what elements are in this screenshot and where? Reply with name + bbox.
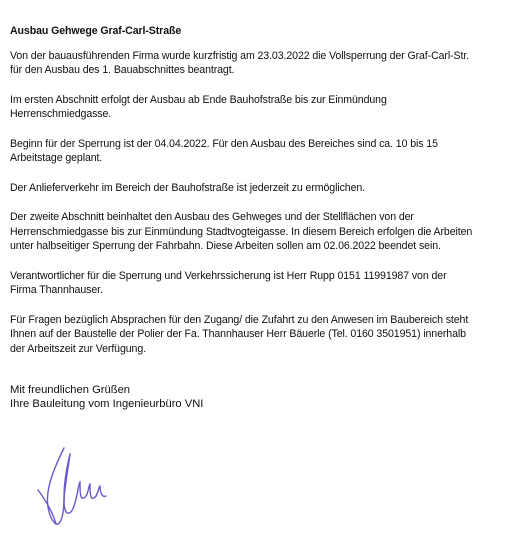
- paragraph-responsible-contact: Verantwortlicher für die Sperrung und Verkehrssicherung ist Herr Rupp 0151 11991987 von der Firma Thannhauser.: [10, 269, 447, 296]
- paragraph-questions-contact: Für Fragen bezüglich Absprachen für den Zugang/ die Zufahrt zu den Anwesen im Baubereich steht Ihnen auf der Baustelle der Polier der Fa. Thannhauser Herr Bäuerle (Tel. 0160 3501951) innerhalb der Arbeitszeit zur Verfügung.: [10, 313, 469, 355]
- document-title: Ausbau Gehwege Graf-Carl-Straße: [10, 25, 182, 37]
- paragraph-second-section: Der zweite Abschnitt beinhaltet den Ausbau des Gehweges und der Stellflächen von der Herrenschmiedgasse bis zur Einmündung Stadtvogteigasse. In diesem Bereich erfolgen die Arbeiten unter halbseitiger Sperrung der Fahrbahn. Diese Arbeiten sollen am 02.06.2022 beendet sein.: [10, 211, 473, 252]
- closing-block: [10, 383, 490, 411]
- paragraph-start-date: Beginn für der Sperrung ist der 04.04.2022. Für den Ausbau des Bereiches sind ca. 10 bis 15 Arbeitstage geplant.: [10, 137, 438, 164]
- paragraph-first-section: Im ersten Abschnitt erfolgt der Ausbau ab Ende Bauhofstraße bis zur Einmündung Herrenschmiedgasse.: [10, 93, 387, 120]
- closing-greeting: Mit freundlichen Grüßen: [10, 384, 131, 396]
- document-body: [10, 24, 510, 371]
- closing-sender: Ihre Bauleitung vom Ingenieurbüro VNI: [10, 398, 204, 410]
- paragraph-closure-request: Von der bauausführenden Firma wurde kurzfristig am 23.03.2022 die Vollsperrung der Graf-Carl-Str. für den Ausbau des 1. Bauabschnittes beantragt.: [10, 49, 470, 76]
- paragraph-delivery-traffic: Der Anlieferverkehr im Bereich der Bauhofstraße ist jederzeit zu ermöglichen.: [10, 181, 366, 194]
- handwritten-signature: [34, 440, 114, 530]
